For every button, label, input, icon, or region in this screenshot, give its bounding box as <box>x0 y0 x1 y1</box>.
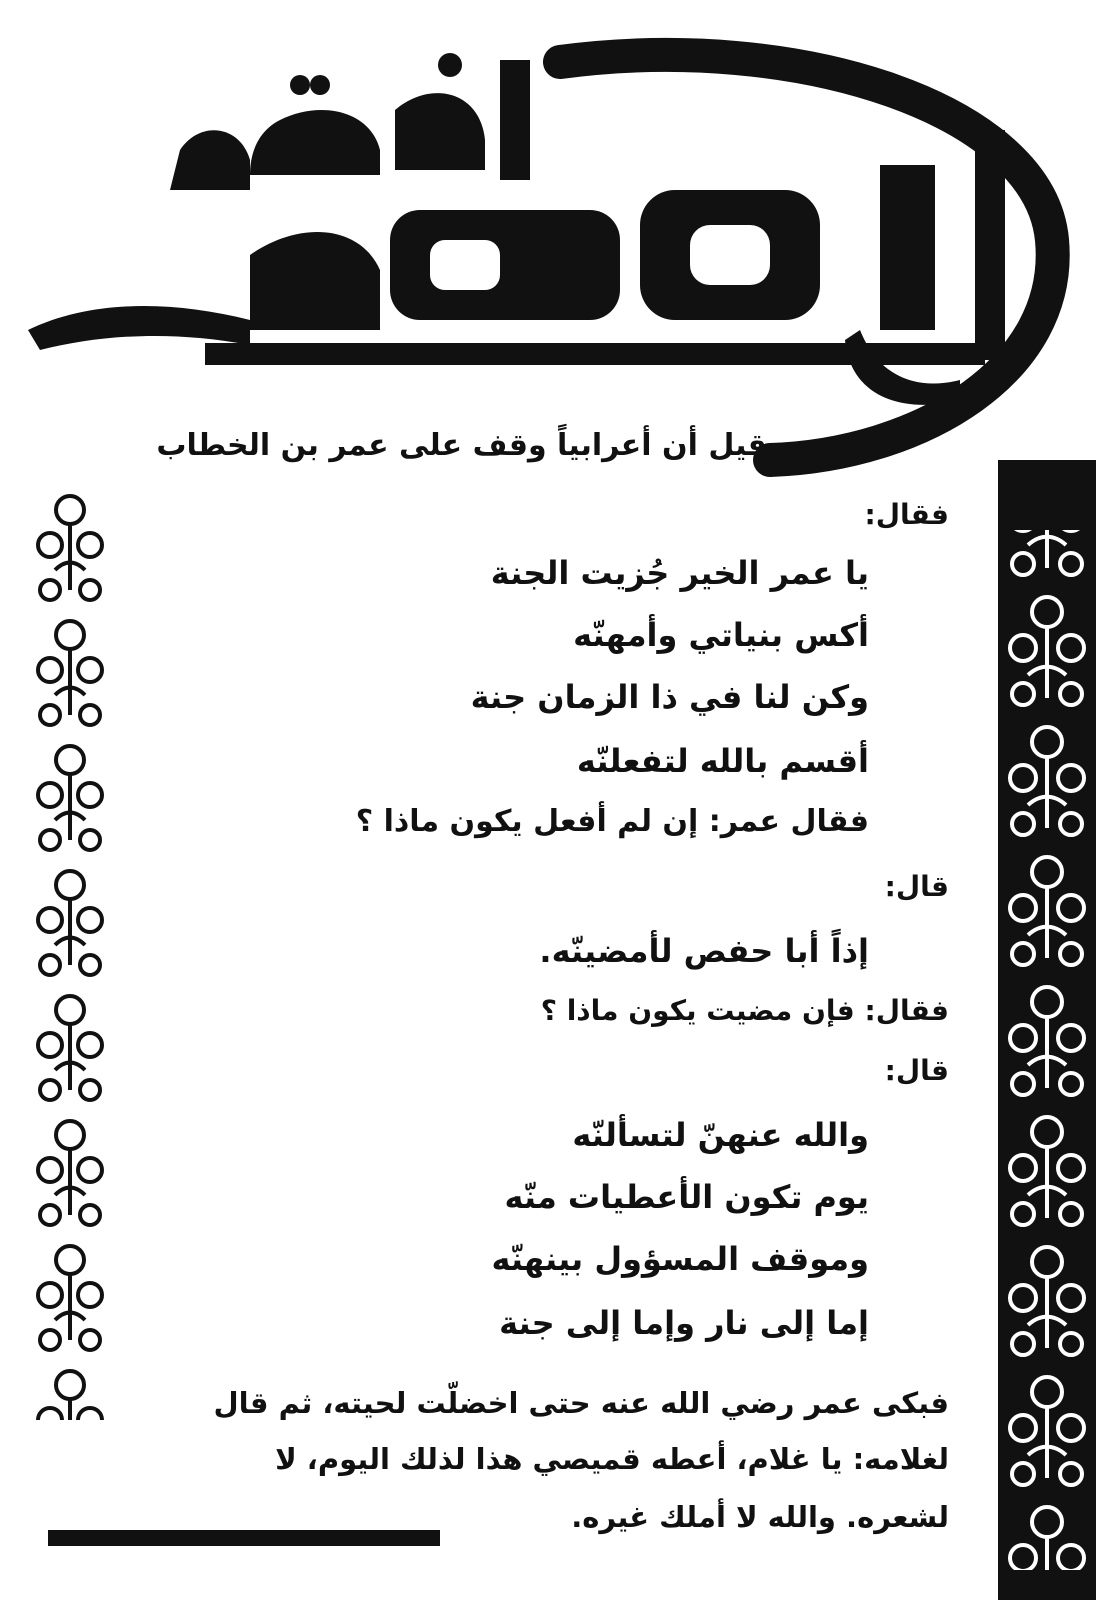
verse-line-9: إما إلى نار وإما إلى جنة <box>499 1304 869 1342</box>
bottom-rule <box>48 1530 440 1546</box>
ornamental-border-right <box>998 460 1096 1600</box>
verse-line-1: يا عمر الخير جُزيت الجنة <box>490 554 869 592</box>
verse-line-6: والله عنهنّ لتسألنّه <box>572 1116 869 1154</box>
closing-line-1: فبكى عمر رضي الله عنه حتى اخضلّت لحيته، ثم قال <box>213 1386 949 1420</box>
closing-line-2: لغلامه: يا غلام، أعطه قميصي هذا لذلك اليوم، لا <box>275 1442 949 1476</box>
intro-line: قيل أن أعرابياً وقف على عمر بن الخطاب <box>156 428 767 463</box>
verse-line-8: وموقف المسؤول بينهنّه <box>491 1240 869 1278</box>
verse-line-5: إذاً أبا حفص لأمضينّه. <box>539 932 869 970</box>
ornamental-border-left <box>30 490 110 1420</box>
verse-line-4: أقسم بالله لتفعلنّه <box>576 742 869 780</box>
calligraphy-logo <box>0 0 1117 480</box>
umar-reply: فقال عمر: إن لم أفعل يكون ماذا ؟ <box>355 804 869 839</box>
qal-label-2: قال: <box>884 1054 949 1087</box>
faqal-label-1: فقال: <box>864 498 949 531</box>
closing-line-3: لشعره. والله لا أملك غيره. <box>571 1500 949 1534</box>
verse-line-2: أكس بنياتي وأمهنّه <box>573 616 869 654</box>
verse-line-7: يوم تكون الأعطيات منّه <box>504 1178 869 1216</box>
faqal-label-2: فقال: فإن مضيت يكون ماذا ؟ <box>540 994 949 1027</box>
calligraphy-title <box>0 0 1117 480</box>
verse-line-3: وكن لنا في ذا الزمان جنة <box>470 678 869 716</box>
qal-label-1: قال: <box>884 870 949 903</box>
